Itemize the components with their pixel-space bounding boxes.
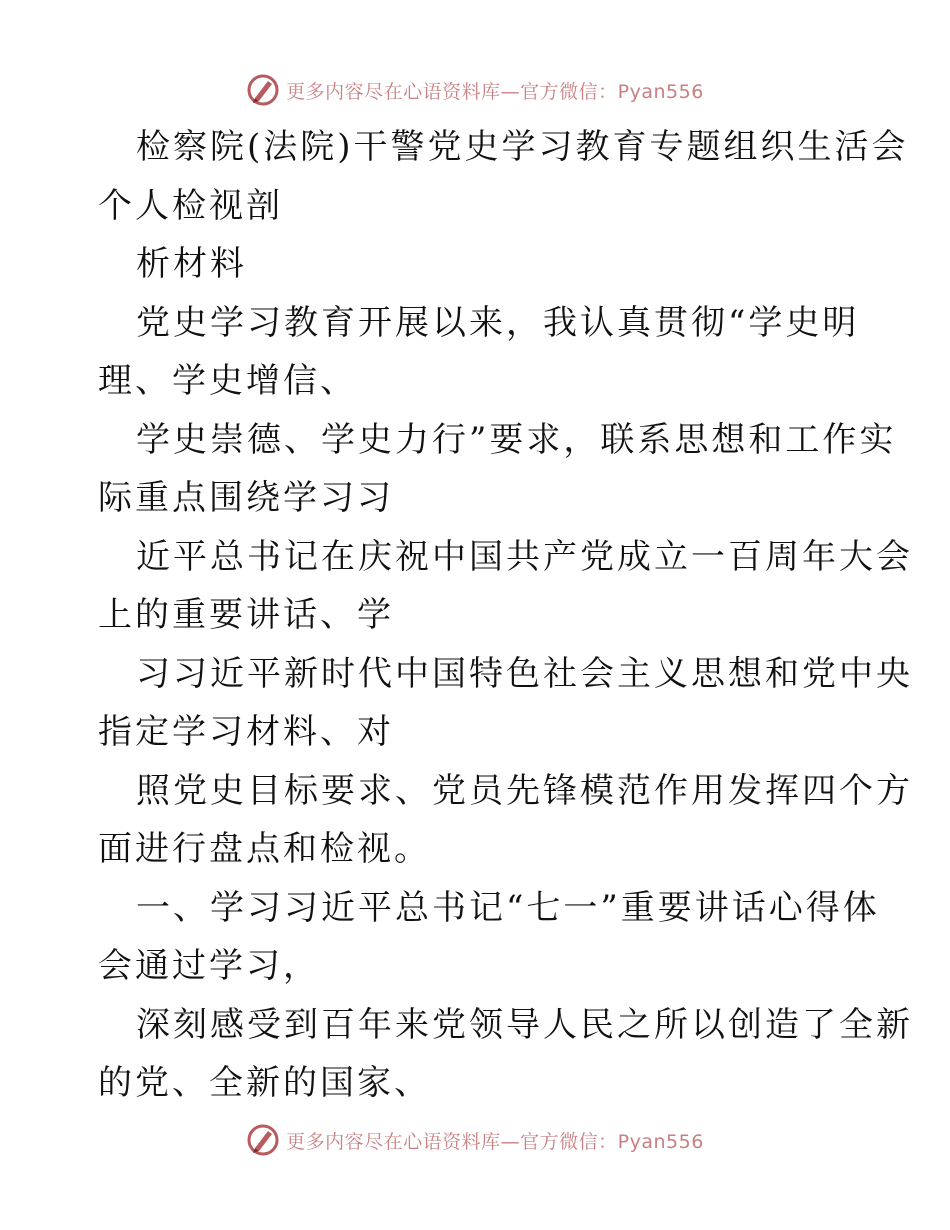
text-line: 检察院(法院)干警党史学习教育专题组织生活会 xyxy=(136,127,909,167)
text-line: 指定学习材料、对 xyxy=(98,712,394,752)
watermark-text: 更多内容尽在心语资料库—官方微信：Pyan556 xyxy=(286,1130,704,1153)
footer-watermark xyxy=(0,1120,950,1160)
watermark-text: 更多内容尽在心语资料库—官方微信：Pyan556 xyxy=(286,80,704,103)
header-watermark xyxy=(0,70,950,110)
text-line: 深刻感受到百年来党领导人民之所以创造了全新 xyxy=(136,1004,913,1045)
text-line: 际重点围绕学习习 xyxy=(98,478,394,518)
text-line: 学史崇德、学史力行”要求，联系思想和工作实 xyxy=(136,419,897,460)
text-line: 上的重要讲话、学 xyxy=(98,595,394,635)
text-line: 析材料 xyxy=(136,244,247,284)
text-line: 习习近平新时代中国特色社会主义思想和党中央 xyxy=(136,653,913,694)
text-line: 个人检视剖 xyxy=(98,185,283,226)
text-line: 一、学习习近平总书记“七一”重要讲话心得体 xyxy=(136,887,880,928)
text-line: 的党、全新的国家、 xyxy=(98,1063,431,1103)
text-line: 面进行盘点和检视。 xyxy=(98,829,431,869)
pen-logo-icon xyxy=(246,1123,280,1157)
text-line: 会通过学习， xyxy=(98,946,320,986)
text-line: 理、学史增信、 xyxy=(98,361,357,401)
text-line: 党史学习教育开展以来，我认真贯彻“学史明 xyxy=(136,302,860,343)
pen-logo-icon xyxy=(246,73,280,107)
text-line: 照党史目标要求、党员先锋模范作用发挥四个方 xyxy=(136,770,913,811)
text-line: 近平总书记在庆祝中国共产党成立一百周年大会 xyxy=(136,536,913,577)
document-body xyxy=(98,118,913,1113)
